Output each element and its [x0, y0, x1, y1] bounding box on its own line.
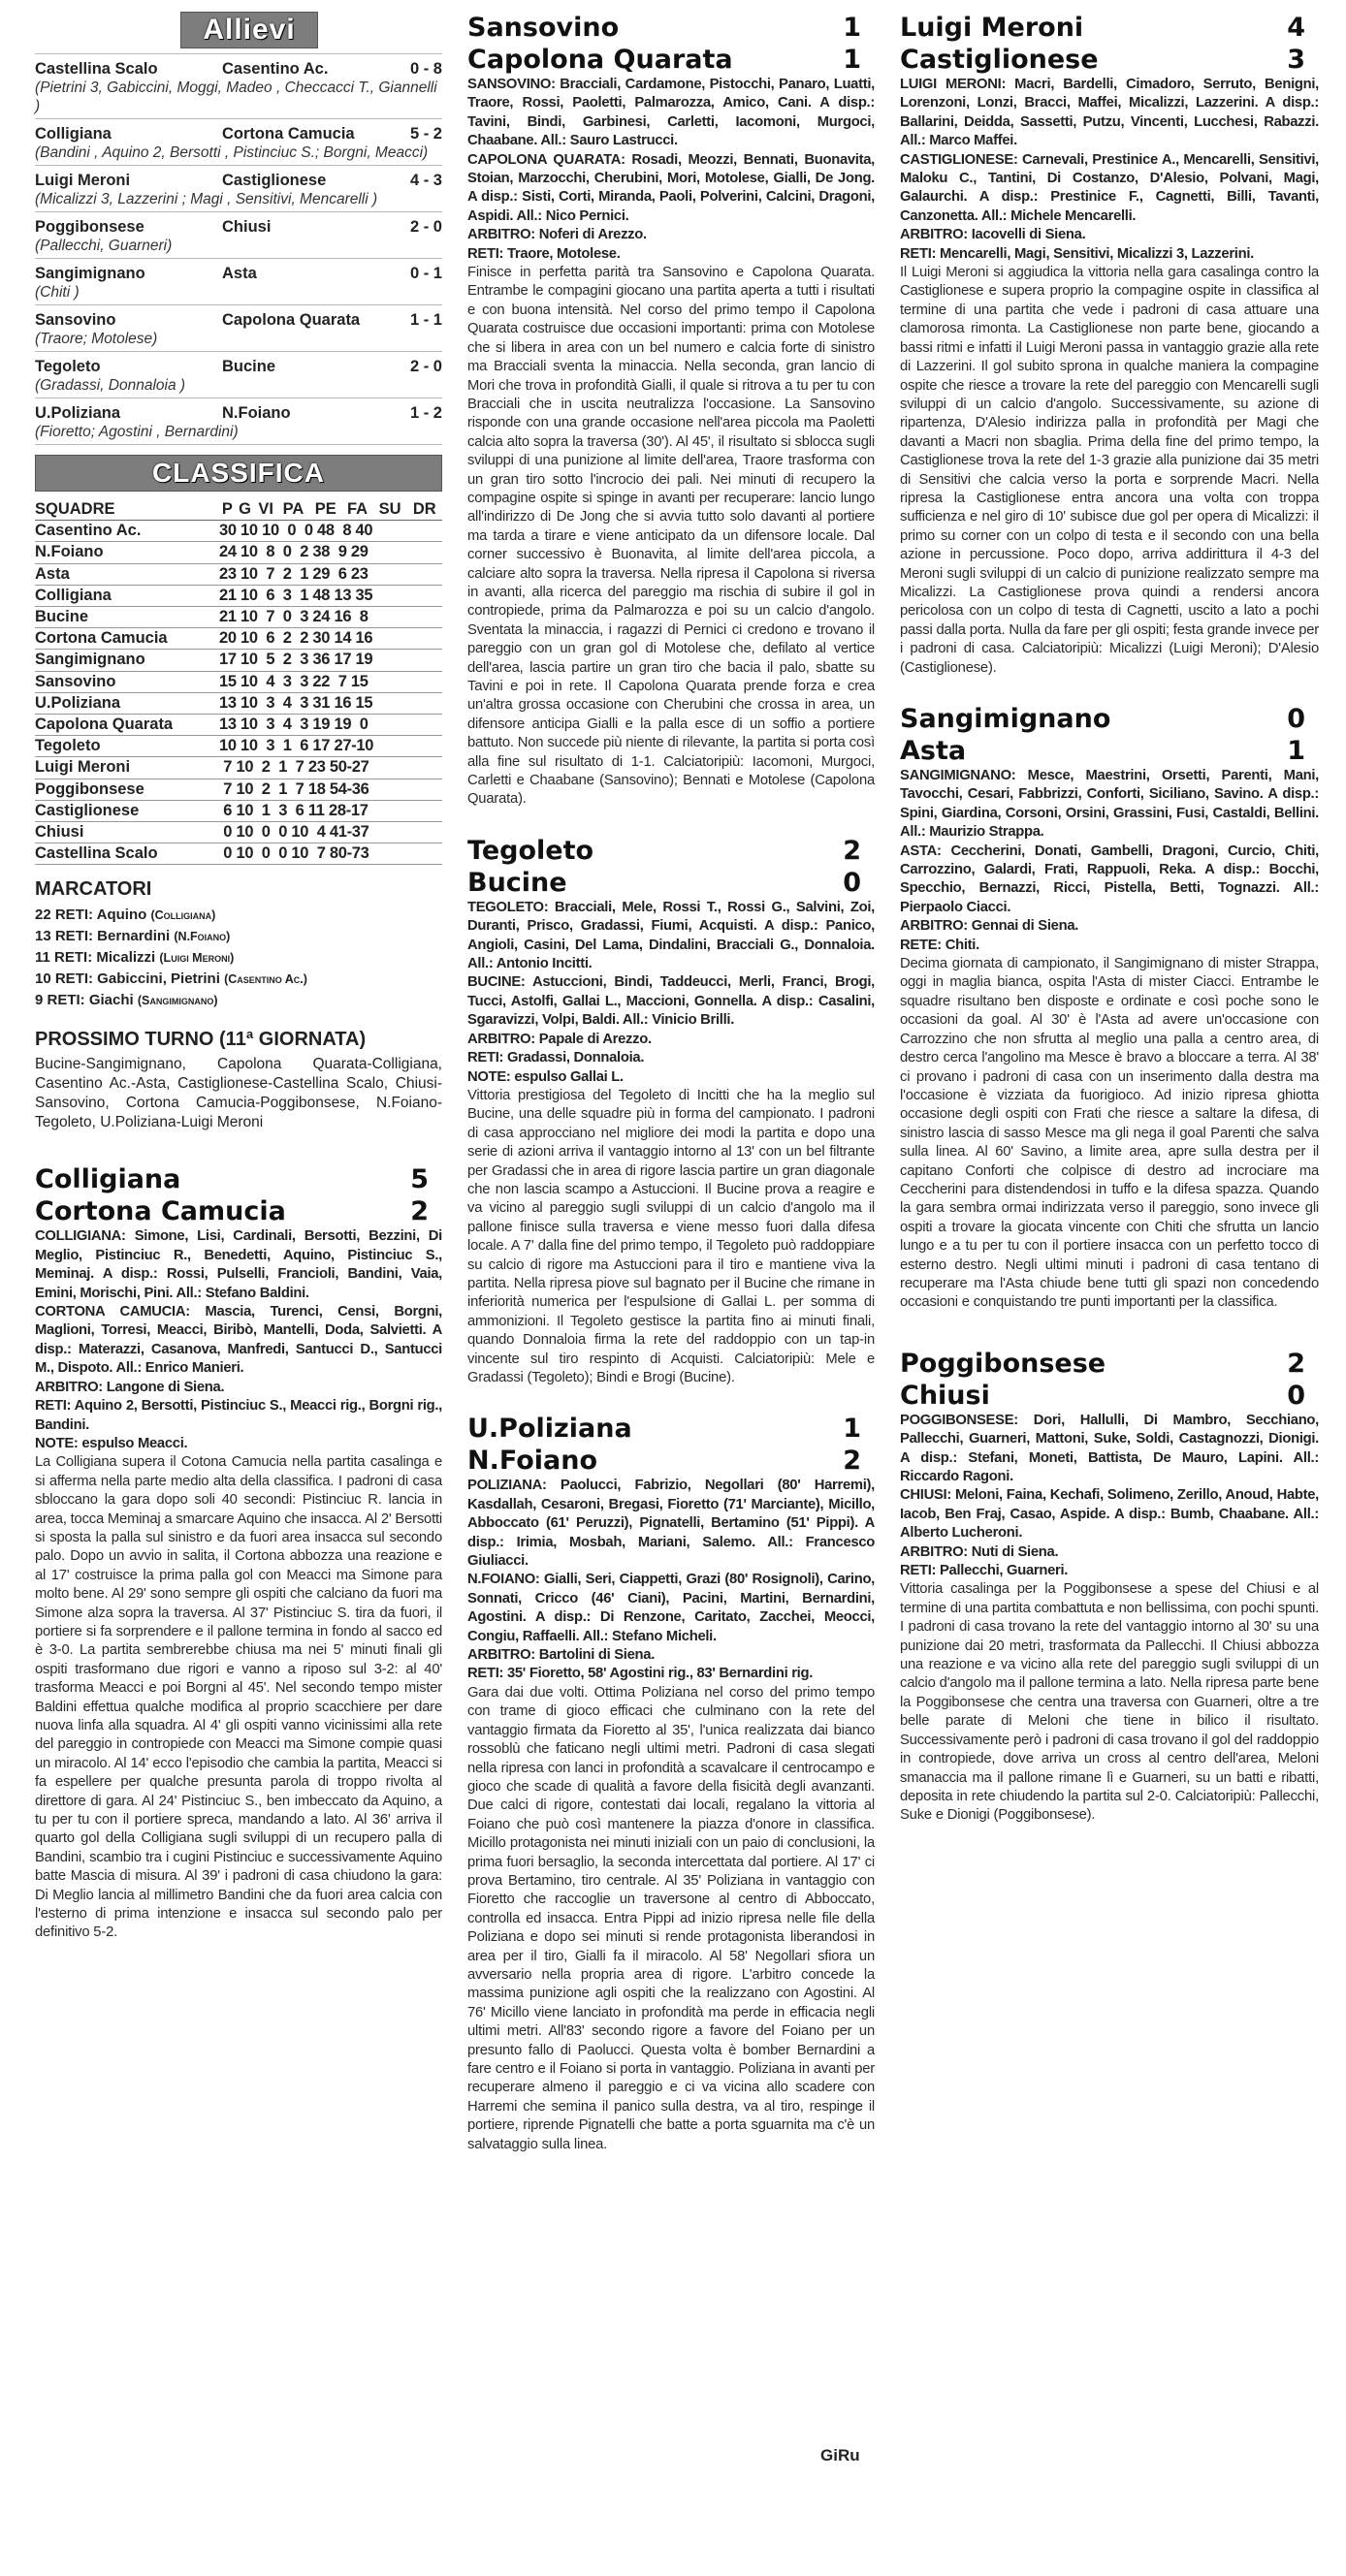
next-round-fixtures: Bucine-Sangimignano, Capolona Quarata-Colligiana, Casentino Ac.-Asta, Castiglionese-Castellina Scalo, Chiusi-Sansovino, Cortona Camucia-Poggibonsese, N.Foiano-Tegoleto, U.Poliziana-Luigi Meroni	[35, 1056, 442, 1131]
match-score: 1 - 2	[409, 404, 442, 422]
home-team: Tegoleto	[35, 358, 101, 375]
table-row	[35, 715, 442, 736]
match-scorers: (Pallecchi, Guarneri)	[35, 238, 173, 254]
results-list	[35, 59, 442, 445]
team-name: Colligiana	[35, 585, 219, 606]
team-stats: 7 10 2 1 7 18 54-36	[219, 779, 442, 800]
team-stats: 15 10 4 3 3 22 7 15	[219, 671, 442, 692]
standings-header-cell: PA	[277, 499, 309, 521]
article-lineups: POLIZIANA: Paolucci, Fabrizio, Negollari (80' Harremi), Kasdallah, Cesaroni, Bregasi, Fioretto (71' Marciante), Micillo, Abboccato (61' Peruzzi), Pignatelli, Bertamino (51' Pippi). A disp.: Irimia, Mosbah, Mariani, Salemo. All.: Francesco Giuliacci. N.FOIANO: Gialli, Seri, Ciappetti, Grazi (80' Rosignoli), Carino, Sonnati, Cricco (46' Ciani), Pacini, Martini, Bernardini, Agostini. A disp.: Di Renzone, Caritato, Zacchei, Meocci, Congiu, Raffaelli. All.: Stefano Micheli. ARBITRO: Bartolini di Siena. RETI: 35' Fioretto, 58' Agostini rig., 83' Bernardini rig.	[467, 1478, 875, 1682]
article-sansovino	[467, 12, 875, 810]
table-row	[35, 671, 442, 692]
scorer-item	[35, 947, 442, 969]
scorers-title: MARCATORI	[35, 878, 152, 901]
result-line	[35, 264, 442, 283]
table-row	[35, 692, 442, 714]
article-lineups: COLLIGIANA: Simone, Lisi, Cardinali, Bersotti, Bezzini, Di Meglio, Pistinciuc R., Benedetti, Aquino, Pistinciuc S., Meminaj. A disp.: Rossi, Pulselli, Francioli, Bandini, Vaia, Emini, Morischi, Pini. All.: Stefano Baldini. CORTONA CAMUCIA: Mascia, Turenci, Censi, Borgni, Maglioni, Torresi, Meacci, Biribò, Mantelli, Doda, Salvietti. A disp.: Materazzi, Casanova, Manfredi, Santucci D., Santucci M., Dispoto. All.: Enrico Manieri. ARBITRO: Langone di Siena. RETI: Aquino 2, Bersotti, Pistinciuc S., Meacci rig., Borgni rig., Bandini. NOTE: espulso Meacci.	[35, 1228, 442, 1451]
home-team: Sangimignano	[35, 265, 145, 282]
article-meroni	[900, 12, 1319, 678]
team-name: Bucine	[35, 607, 219, 628]
result-item	[35, 403, 442, 441]
article-header: Colligiana 5	[35, 1164, 429, 1195]
result-line	[35, 217, 442, 237]
result-line	[35, 124, 442, 143]
article-poliziana	[467, 1413, 875, 2154]
scorer-item	[35, 926, 442, 947]
scorer-text: 10 RETI: Gabiccini, Pietrini	[35, 970, 220, 988]
table-row	[35, 650, 442, 671]
article-header: Sangimignano 0	[900, 704, 1305, 734]
result-line	[35, 403, 442, 423]
match-score: 1 - 1	[409, 311, 442, 329]
team-stats: 21 10 7 0 3 24 16 8	[219, 607, 442, 628]
divider	[35, 211, 442, 212]
table-row	[35, 563, 442, 585]
match-score: 2 - 0	[409, 218, 442, 236]
team-name: Castellina Scalo	[35, 843, 219, 865]
home-team: Colligiana	[35, 125, 112, 143]
table-row	[35, 757, 442, 779]
results-banner: Allievi	[180, 12, 318, 48]
article-body: Finisce in perfetta parità tra Sansovino e Capolona Quarata. Entrambe le compagini giocano una partita aperta a tutti i risultati e con buona intensità. Nel corso del primo tempo il Capolona Quarata costruisce due occasioni importanti: prima con Motolese che si libera in area con un bel numero e calcia forte di sinistro ma Bracciali sventa la minaccia. Nella seconda, gran lancio di Mori che trova in profondità Gialli, il quale si ritrova a tu per tu con Bracciali che in uscita neutralizza l'occasione. La Sansovino risponde con una grande occasione nell'area piccola ma Paoletti calcia alto sopra la traversa (30'). Al 45', il risultato si sblocca sugli sviluppi di una punizione al limite dell'area, Traore trasforma con un gran tiro sotto l'incrocio dei pali. Nei minuti di recupero la compagine ospite si spinge in avanti per recuperare: lancio lungo all'indirizzo di De Jong che si avvia tutto solo davanti al portiere ma tarda a tirare e viene anticipato da un difensore locale. Dal corner successivo è Buonavita, al limite dell'area piccola, a calciare alto sopra la traversa. Nella ripresa il Capolona si riversa in avanti, alla ricerca del pareggio ma rischia di subire il gol in contropiede, prima da Palmarozza e poi su un calcio d'angolo. Sventata la minaccia, i ragazzi di Pernici ci credono e trovano il pareggio con un gran gol di Motolese che, defilato al vertice dell'area, lascia partire un gran tiro che bacia il palo, sbatte su Tavini e poi in rete. Il Capolona Quarata prende forza e crea un'altra grossa occasione con Cherubini che crossa in area, un difensore anticipa Gialli e la palla esce di un soffio a portiere battuto. Non succede più niente di rilevante, la partita si porta così alla fine sul risultato di 1-1. Calciatoripiù: Iacomoni, Murgoci, Carletti e Chaabane (Sansovino); Bennati e Motolese (Capolona Quarata).	[467, 265, 875, 808]
match-scorers: (Fioretto; Agostini , Bernardini)	[35, 424, 239, 440]
result-item	[35, 357, 442, 395]
scorer-text: 11 RETI: Micalizzi	[35, 949, 156, 967]
result-line	[35, 171, 442, 190]
result-line	[35, 310, 442, 330]
article-header: Luigi Meroni 4	[900, 13, 1305, 43]
table-row	[35, 585, 442, 606]
standings-header-cell: PE	[309, 499, 342, 521]
article-colligiana	[35, 1163, 442, 1942]
team-stats: 7 10 2 1 7 23 50-27	[219, 757, 442, 779]
author-signature: GiRu	[820, 2446, 860, 2465]
scorer-team: (Luigi Meroni)	[159, 951, 235, 966]
team-name: Asta	[35, 563, 219, 585]
result-line	[35, 357, 442, 376]
away-team: Bucine	[222, 358, 276, 375]
match-scorers: (Micalizzi 3, Lazzerini ; Magi , Sensitivi, Mencarelli )	[35, 191, 378, 207]
match-scorers: (Bandini , Aquino 2, Bersotti , Pistinciuc S.; Borgni, Meacci)	[35, 144, 429, 161]
team-name: Casentino Ac.	[35, 521, 219, 542]
article-lineups: TEGOLETO: Bracciali, Mele, Rossi T., Rossi G., Salvini, Zoi, Duranti, Prisco, Gradassi, Fiumi, Acquisti. A disp.: Panico, Angioli, Casini, Del Lama, Dindalini, Bracciali G., Donnaloia. All.: Antonio Incitti. BUCINE: Astuccioni, Bindi, Taddeucci, Merli, Franci, Brogi, Tucci, Astolfi, Gallai L., Maccioni, Gonnella. A disp.: Casalini, Sgaravizzi, Volpi, Baldi. All.: Vinicio Brilli. ARBITRO: Papale di Arezzo. RETI: Gradassi, Donnaloia. NOTE: espulso Gallai L.	[467, 899, 875, 1085]
article-body: Il Luigi Meroni si aggiudica la vittoria nella gara casalinga contro la Castiglionese e supera proprio la compagine ospite in classifica al termine di una partita che vede i padroni di casa attuare una clamorosa rimonta. La Castiglionese non parte bene, giocando a bassi ritmi e infatti il Luigi Meroni passa in vantaggio grazie alla rete di Lazzerini. Il gol subito sprona in qualche maniera la compagine ospite che riesce a trovare la rete del pareggio con Mencarelli sugli sviluppi di un calcio d'angolo. Successivamente, su azione di ripartenza, D'Alesio indirizza palla in profondità per Magi che davanti a Macri non sbaglia. Prima della fine del primo tempo, la Castiglionese trova la rete del 1-3 grazie alla punizione dai 35 metri di Sensitivi che calcia verso la porta e sorprende Macri. Nella ripresa la Castiglionese entra ancora una volta con troppa sufficienza e nel giro di 10' subisce due gol per opera di Micalizzi: il primo su corner con un colpo di testa e il secondo con una bella azione in percussione. Poco dopo, arriva addirittura il 4-3 del Meroni sugli sviluppi di un calcio di punizione realizzato sempre ma Micalizzi. La Castiglionese prova quindi a rendersi ancora pericolosa con un colpo di testa di Cagnetti, uscito a lato a pochi passi dalla porta. Nulla da fare per gli ospiti; festa grande invece per i padroni di casa. Calciatoripiù: Micalizzi (Luigi Meroni); D'Alesio (Castiglionese).	[900, 265, 1319, 676]
team-name: Chiusi	[35, 822, 219, 843]
article-sangimignano	[900, 703, 1319, 1313]
standings-header-cell: P	[219, 499, 236, 521]
article-header: Asta 1	[900, 736, 1305, 766]
match-scorers: (Chiti )	[35, 284, 80, 301]
article-lineups: LUIGI MERONI: Macri, Bardelli, Cimadoro, Serruto, Benigni, Lorenzoni, Lonzi, Bracci, Maffei, Micalizzi, Lazzerini. A disp.: Ballarini, Deidda, Sassetti, Putzu, Vincenti, Lucchesi, Rabazzi. All.: Marco Maffei. CASTIGLIONESE: Carnevali, Prestinice A., Mencarelli, Sensitivi, Maloku C., Tantini, Di Costanzo, D'Alesio, Polvani, Magi, Galaurchi. A disp.: Prestinice F., Cagnetti, Billi, Tavanti, Canzonetta. All.: Michele Mencarelli. ARBITRO: Iacovelli di Siena. RETI: Mencarelli, Magi, Sensitivi, Micalizzi 3, Lazzerini.	[900, 77, 1319, 262]
scorer-team: (Sangimignano)	[137, 994, 218, 1008]
standings-header-row	[35, 499, 442, 521]
team-stats: 24 10 8 0 2 38 9 29	[219, 542, 442, 563]
table-row	[35, 779, 442, 800]
result-item	[35, 59, 442, 115]
article-header: Cortona Camucia 2	[35, 1196, 429, 1227]
article-body: Decima giornata di campionato, il Sangimignano di mister Strappa, oggi in maglia bianca, ospita l'Asta di mister Ciacci. Entrambe le squadre risultano ben disposte e ordinate e così poche sono le occasioni da goal. Al 30' è l'Asta ad avere un'occasione con Carrozzino che non sfrutta al meglio una palla a centro area, di destro cerca l'angolino ma Mesce è bravo a bloccare a terra. Al 38' ci provano i padroni di casa con un inserimento dalla destra ma l'occasione è vizziata da fuorigioco. Ad inizio ripresa ghiotta occasione degli ospiti con Frati che riesce a saltare la difesa, di sinistro lascia di sasso Mesce ma gli nega il goal Parenti che salva sulla linea. Al 60' Savino, a limite area, apre sulla destra per il capitano Conforti che colpisce di destro ad incrociare ma Ceccherini para distendendosi in tuffo e la difesa spazza. Quando la gara sembra ormai indirizzata verso il pareggio, sono invece gli ospiti a trovare la giocata vincente con Chiti che sfrutta un lancio lungo e a tu per tu con il portiere insacca con un perfetto tocco di esterno destro. Negli ultimi minuti i padroni di casa tentano di recuperare ma l'Asta chiude bene tutti gli spazi non concedendo occasioni e conquistando tre punti importanti per la classifica.	[900, 956, 1319, 1311]
article-body: Vittoria casalinga per la Poggibonsese a spese del Chiusi e al termine di una partita combattuta e non bellissima, con pochi spunti. I padroni di casa trovano la rete del vantaggio intorno al 30' su una punizione dai 20 metri, trasformata da Pallecchi. Il Chiusi abbozza una reazione e va vicino alla rete del pareggio sugli sviluppi di un calcio d'angolo ma il pallone termina a lato. Nella ripresa parte bene la Poggibonsese che centra una traversa con Guarneri, oltre a tre belle parate di Meloni che tiene in bilico il risultato. Successivamente però i padroni di casa trovano il gol del raddoppio in contropiede, dove arriva un cross al centro dell'area, Meloni smanaccia ma il pallone rimane lì e Guarneri, su un batti e ribatti, deposita in rete chiudendo la partita sul 2-0. Calciatoripiù: Pallecchi, Suke e Dionigi (Poggibonsese).	[900, 1581, 1319, 1824]
match-scorers: (Pietrini 3, Gabiccini, Moggi, Madeo , Checcacci T., Giannelli )	[35, 80, 437, 114]
team-name: N.Foiano	[35, 542, 219, 563]
divider	[35, 304, 442, 305]
divider	[35, 118, 442, 119]
team-name: Capolona Quarata	[35, 715, 219, 736]
match-scorers: (Traore; Motolese)	[35, 331, 158, 347]
standings-banner: CLASSIFICA	[35, 455, 442, 492]
table-row	[35, 822, 442, 843]
table-row	[35, 521, 442, 542]
scorer-text: 9 RETI: Giachi	[35, 992, 134, 1009]
divider	[35, 53, 442, 54]
team-stats: 10 10 3 1 6 17 27-10	[219, 736, 442, 757]
team-stats: 20 10 6 2 2 30 14 16	[219, 628, 442, 650]
article-body: Gara dai due volti. Ottima Poliziana nel corso del primo tempo con trame di gioco efficaci che culminano con la rete del vantaggio firmata da Fioretto al 35', l'unica realizzata dai bianco rossoblù che faticano negli ultimi metri. Padroni di casa slegati nella ripresa con lanci in profondità a scavalcare il centrocampo e gioco che scade di qualità a favore della fisicità degli avanzanti. Due calci di rigore, contestati dai locali, regalano la vittoria al Foiano che può così mantenere la piazza d'onore in classifica. Micillo protagonista nei minuti iniziali con un paio di conclusioni, la prima fuori bersaglio, la seconda intercettata dal portiere. Al 17' ci prova Bertamino, tiro centrale. Al 35' Poliziana in vantaggio con Fioretto che raccoglie un traversone al centro di Abboccato, controlla ed insacca. Entra Pippi ad inizio ripresa nelle file della Poliziana e dopo sei minuti si rende protagonista liberandosi in area per il tiro, Gialli fa il miracolo. Al 58' Negollari sfiora un avversario nella propria area di rigore. L'arbitro concede la massima punizione agli ospiti che la realizzano con Agostini. Al 76' Micillo viene lanciato in profondità ma perde in efficacia negli ultimi metri. All'83' secondo rigore a favore del Foiano per un presunto fallo di Paolucci. Questa volta è bomber Bernardini a fare centro e il Foiano si porta in vantaggio. Poliziana in avanti per recuperare almeno il pareggio e ci va vicina allo scadere con Harremi che semina il panico sulla destra, va al tiro, respinge il portiere, riprende Pignatelli che batte a porta sguarnita ma c'è un salvataggio sulla linea.	[467, 1684, 875, 2152]
home-team: Sansovino	[35, 311, 116, 329]
scorer-team: (N.Foiano)	[174, 930, 231, 944]
home-team: Poggibonsese	[35, 218, 144, 236]
scorer-item	[35, 969, 442, 990]
article-tegoleto	[467, 835, 875, 1388]
team-stats: 13 10 3 4 3 19 19 0	[219, 715, 442, 736]
divider	[35, 165, 442, 166]
standings-header-cell: FA	[342, 499, 373, 521]
away-team: Capolona Quarata	[222, 311, 361, 329]
away-team: Castiglionese	[222, 172, 327, 189]
standings-table	[35, 499, 442, 865]
team-name: Tegoleto	[35, 736, 219, 757]
team-name: U.Poliziana	[35, 692, 219, 714]
standings-header-cell: VI	[254, 499, 277, 521]
home-team: Luigi Meroni	[35, 172, 131, 189]
column-left	[35, 12, 442, 1943]
match-score: 2 - 0	[409, 358, 442, 375]
article-lineups: SANSOVINO: Bracciali, Cardamone, Pistocchi, Panaro, Luatti, Traore, Rossi, Paoletti, Palmarozza, Amico, Cani. A disp.: Tavini, Bindi, Garbinesi, Carletti, Iacomoni, Murgoci, Chaabane. All.: Sauro Lastrucci. CAPOLONA QUARATA: Rosadi, Meozzi, Bennati, Buonavita, Stoian, Marzocchi, Cherubini, Mori, Motolese, Gialli, De Jong. A disp.: Sisti, Corti, Miranda, Paoli, Polverini, Calcini, Dragoni, Aspidi. All.: Nico Pernici. ARBITRO: Noferi di Arezzo. RETI: Traore, Motolese.	[467, 77, 875, 262]
column-right	[900, 12, 1319, 1826]
team-stats: 23 10 7 2 1 29 6 23	[219, 563, 442, 585]
scorer-text: 13 RETI: Bernardini	[35, 928, 171, 945]
standings-header-cell: SU	[373, 499, 407, 521]
divider	[35, 258, 442, 259]
article-header: Chiusi 0	[900, 1380, 1305, 1411]
article-header: Tegoleto 2	[467, 835, 861, 866]
result-item	[35, 124, 442, 162]
standings-header-cell: SQUADRE	[35, 499, 219, 521]
team-stats: 30 10 10 0 0 48 8 40	[219, 521, 442, 542]
team-stats: 6 10 1 3 6 11 28-17	[219, 800, 442, 821]
away-team: Casentino Ac.	[222, 60, 329, 78]
team-stats: 21 10 6 3 1 48 13 35	[219, 585, 442, 606]
table-row	[35, 542, 442, 563]
table-row	[35, 736, 442, 757]
team-name: Castiglionese	[35, 800, 219, 821]
standings-header-cell: G	[236, 499, 255, 521]
scorers-list	[35, 905, 442, 1011]
scorer-team: (Casentino Ac.)	[224, 972, 307, 987]
team-name: Luigi Meroni	[35, 757, 219, 779]
team-name: Poggibonsese	[35, 779, 219, 800]
scorer-item	[35, 905, 442, 926]
team-name: Sansovino	[35, 671, 219, 692]
article-header: Capolona Quarata 1	[467, 45, 861, 75]
table-row	[35, 800, 442, 821]
divider	[35, 444, 442, 445]
result-item	[35, 310, 442, 348]
divider	[35, 351, 442, 352]
match-scorers: (Gradassi, Donnaloia )	[35, 377, 186, 394]
team-stats: 0 10 0 0 10 4 41-37	[219, 822, 442, 843]
table-row	[35, 607, 442, 628]
scorer-item	[35, 990, 442, 1011]
match-score: 5 - 2	[409, 125, 442, 143]
article-header: U.Poliziana 1	[467, 1414, 861, 1445]
article-header: Castiglionese 3	[900, 45, 1305, 75]
article-header: Sansovino 1	[467, 13, 861, 43]
away-team: Chiusi	[222, 218, 272, 236]
result-line	[35, 59, 442, 79]
result-item	[35, 171, 442, 208]
article-header: Poggibonsese 2	[900, 1348, 1305, 1379]
match-score: 0 - 8	[409, 60, 442, 78]
standings-header-cell: DR	[406, 499, 442, 521]
team-stats: 0 10 0 0 10 7 80-73	[219, 843, 442, 865]
table-row	[35, 628, 442, 650]
result-item	[35, 264, 442, 302]
home-team: Castellina Scalo	[35, 60, 158, 78]
team-name: Cortona Camucia	[35, 628, 219, 650]
scorer-team: (Colligiana)	[150, 908, 216, 923]
article-lineups: POGGIBONSESE: Dori, Hallulli, Di Mambro, Secchiano, Pallecchi, Guarneri, Mattoni, Suke, Soldi, Castagnozzi, Dionigi. A disp.: Stefani, Moneti, Battista, De Mauro, Lapini. All.: Riccardo Ragoni. CHIUSI: Meloni, Faina, Kechafi, Solimeno, Zerillo, Anoud, Habte, Iacob, Ben Fraj, Casao, Aspide. A disp.: Bumb, Chaabane. All.: Alberto Lucheroni. ARBITRO: Nuti di Siena. RETI: Pallecchi, Guarneri.	[900, 1412, 1319, 1579]
away-team: N.Foiano	[222, 404, 291, 422]
away-team: Asta	[222, 265, 257, 282]
match-score: 0 - 1	[409, 265, 442, 282]
match-score: 4 - 3	[409, 172, 442, 189]
team-stats: 13 10 3 4 3 31 16 15	[219, 692, 442, 714]
article-body: Vittoria prestigiosa del Tegoleto di Incitti che ha la meglio sul Bucine, una delle squadre più in forma del campionato. I padroni di casa approcciano nel migliore dei modi la partita e dopo una serie di azioni arriva il vantaggio intorno al 13' con un bel filtrante per Gradassi che in area di rigore lascia partire un gran diagonale che non lascia scampo a Astuccioni. Il Bucine prova a reagire e va vicino al pareggio sugli sviluppi di un calcio d'angolo ma il pallone finisce sulla traversa e viene messo fuori dalla difesa locale. A 7' dalla fine del primo tempo, il Tegoleto può raddoppiare su calcio di rigore ma Astuccioni para il tiro e mantiene viva la partita. Nella ripresa piove sul bagnato per il Bucine che rimane in inferiorità numerica per l'espulsione di Gallai L. per somma di ammonizioni. Il Tegoleto gestisce la partita fino ai minuti finali, quando Donnaloia firma la rete del raddoppio con un tap-in vincente sul tiro respinto di Acquisti. Calciatoripiù: Mele e Gradassi (Tegoleto); Bindi e Brogi (Bucine).	[467, 1087, 875, 1385]
article-lineups: SANGIMIGNANO: Mesce, Maestrini, Orsetti, Parenti, Mani, Tavocchi, Cesari, Fabbrizzi, Conforti, Siciliano, Savino. A disp.: Spini, Giardina, Corsoni, Orsini, Grassini, Fusi, Castaldi, Bellini. All.: Maurizio Strappa. ASTA: Ceccherini, Donati, Gambelli, Dragoni, Curcio, Chiti, Carrozzino, Galardi, Frati, Rappuoli, Reka. A disp.: Bocchi, Specchio, Bernazzi, Ricci, Pistella, Betti, Tognazzi. All.: Pierpaolo Ciacci. ARBITRO: Gennai di Siena. RETE: Chiti.	[900, 768, 1319, 953]
scorer-text: 22 RETI: Aquino	[35, 906, 147, 924]
article-poggibonsese	[900, 1348, 1319, 1826]
table-row	[35, 843, 442, 865]
column-middle	[467, 12, 875, 2154]
team-stats: 17 10 5 2 3 36 17 19	[219, 650, 442, 671]
away-team: Cortona Camucia	[222, 125, 355, 143]
article-header: N.Foiano 2	[467, 1446, 861, 1477]
next-round-title: PROSSIMO TURNO (11ª GIORNATA)	[35, 1029, 367, 1051]
article-header: Bucine 0	[467, 867, 861, 898]
article-body: La Colligiana supera il Cotona Camucia nella partita casalinga e si afferma nella parte medio alta della classifica. I padroni di casa sbloccano la gara dopo soli 40 secondi: Pistinciuc R. lancia in area, tocca Meminaj a smarcare Aquino che insacca. Al 2' Bersotti si sposta la palla sul sinistro e da fuori area insacca sul secondo palo. Dopo un avvio in salita, il Cortona abbozza una reazione e al 17' costruisce la prima palla gol con Meacci ma Simone para molto bene. Al 29' sono sempre gli ospiti che calciano da fuori ma Simone alza sopra la traversa. Al 37' Pistinciuc S. tira da fuori, il portiere si fa sorprendere e il pallone termina in fondo al sacco ed è 3-0. La partita sembrerebbe chiusa ma nei 5' minuti finali gli ospiti trasformano due rigori e vanno a riposo sul 3-2: al 40' trasforma Meacci e poi Borgni al 45'. Nel secondo tempo mister Baldini effettua qualche modifica al proprio scacchiere per dare nuova linfa alla squadra. Al 4' gli ospiti vanno vicinissimi alla rete del pareggio in contropiede con Meacci ma Simone compie quasi un miracolo. Al 14' ecco l'episodio che cambia la partita, Meacci si fa espellere per qualche presunta parola di troppo rivolta al direttore di gara. Al 24' Pistinciuc S., ben imbeccato da Aquino, a tu per tu con il portiere spreca, mandando a lato. Al 36' arriva il quarto gol della Colligiana sugli sviluppi di un recupero palla di Bandini, scambio tra i cugini Pistinciuc e successivamente Aquino batte Mascia di misura. Al 39' i padroni di casa chiudono la gara: Di Meglio lancia al millimetro Bandini che da fuori area calcia con l'esterno di prima intenzione e insacca sul secondo palo per definitivo 5-2.	[35, 1454, 442, 1941]
result-item	[35, 217, 442, 255]
team-name: Sangimignano	[35, 650, 219, 671]
home-team: U.Poliziana	[35, 404, 121, 422]
